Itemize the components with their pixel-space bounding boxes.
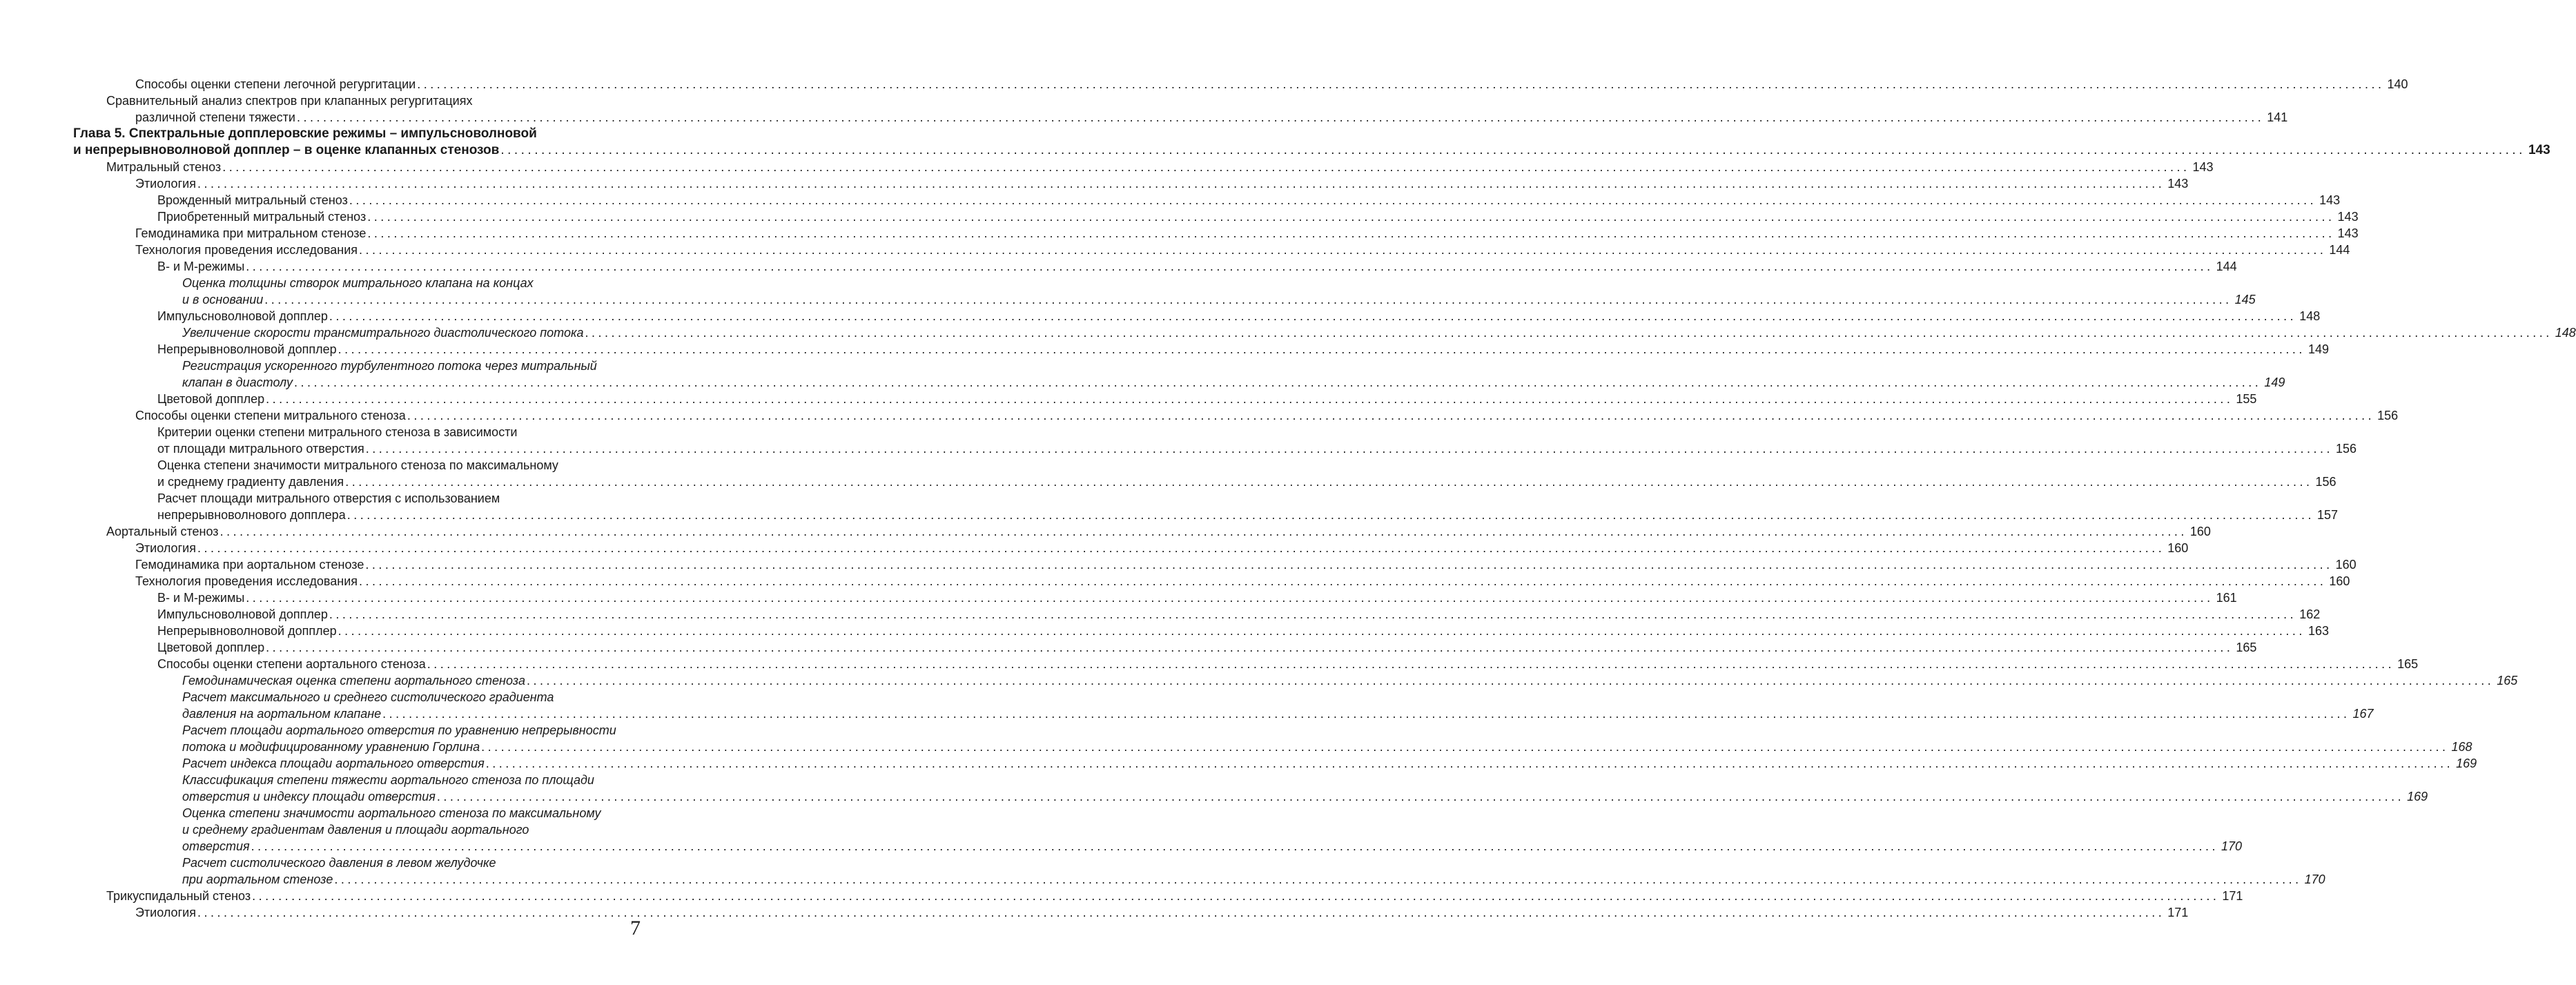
toc-entry [73, 656, 2419, 672]
toc-entry [73, 523, 2211, 540]
dot-leader: ............................................................................................................................................................................................................................................................................................................ [345, 475, 2313, 489]
dot-leader: ............................................................................................................................................................................................................................................................................................................ [500, 143, 2526, 157]
toc-page-number: 143 [2319, 193, 2341, 207]
toc-entry-text: Увеличение скорости трансмитрального диастолического потока [182, 326, 584, 340]
toc-entry [73, 606, 2321, 623]
toc-entry-line [73, 871, 2325, 888]
toc-entry [73, 722, 2472, 755]
toc-entry-text: Врожденный митральный стеноз [157, 193, 348, 207]
dot-leader: ............................................................................................................................................................................................................................................................................................................ [365, 558, 2333, 572]
toc-entry-text: Расчет площади митрального отверстия с использованием [157, 491, 500, 505]
toc-entry-line [73, 142, 2550, 159]
toc-page-number: 168 [2451, 740, 2472, 754]
toc-page-number: 143 [2337, 210, 2359, 224]
dot-leader: ............................................................................................................................................................................................................................................................................................................ [417, 77, 2385, 91]
toc-entry-text: Способы оценки степени аортального стеноза [157, 657, 426, 671]
toc-entry-line [73, 92, 641, 109]
dot-leader: ............................................................................................................................................................................................................................................................................................................ [382, 707, 2350, 721]
dot-leader: ............................................................................................................................................................................................................................................................................................................ [436, 790, 2405, 803]
toc-entry-text: Приобретенный митральный стеноз [157, 210, 367, 224]
toc-entry-line [73, 672, 2518, 689]
toc-entry-line [73, 175, 2189, 192]
toc-page-number: 171 [2167, 906, 2189, 919]
toc-entry-line [73, 855, 641, 871]
toc-entry [73, 755, 2477, 772]
toc-entry-line [73, 556, 2357, 573]
page-number: 7 [630, 917, 641, 939]
dot-leader: ............................................................................................................................................................................................................................................................................................................ [367, 226, 2335, 240]
toc-entry-line [73, 391, 2257, 407]
toc-page-number: 161 [2216, 591, 2237, 605]
toc-entry [73, 772, 2428, 805]
toc-entry [73, 76, 2408, 92]
toc-entry-line [73, 275, 641, 291]
toc-entry-line [73, 126, 641, 142]
toc-entry-text: отверстия [182, 839, 250, 853]
toc-entry-line [73, 689, 641, 705]
toc-entry-text: Глава 5. Спектральные допплеровские режимы – импульсноволновой [73, 126, 537, 141]
toc-page-number: 162 [2299, 607, 2321, 621]
toc-entry-line [73, 507, 2339, 523]
dot-leader: ............................................................................................................................................................................................................................................................................................................ [359, 574, 2327, 588]
toc-entry-line [73, 440, 2357, 457]
toc-page-number: 170 [2304, 872, 2325, 886]
toc-entry-line [73, 888, 2243, 904]
dot-leader: ............................................................................................................................................................................................................................................................................................................ [266, 392, 2234, 406]
toc-entry-line [73, 639, 2257, 656]
toc-entry-text: различной степени тяжести [135, 110, 295, 124]
toc-page-number: 165 [2236, 641, 2257, 654]
toc-entry-line [73, 821, 641, 838]
toc-entry-text: Аортальный стеноз [106, 525, 219, 538]
dot-leader: ............................................................................................................................................................................................................................................................................................................ [585, 326, 2553, 340]
dot-leader: ............................................................................................................................................................................................................................................................................................................ [485, 757, 2454, 770]
toc-entry-text: Сравнительный анализ спектров при клапанных регургитациях [106, 94, 473, 108]
dot-leader: ............................................................................................................................................................................................................................................................................................................ [338, 624, 2305, 638]
toc-entry-text: непрерывноволнового допплера [157, 508, 346, 522]
toc-entry-text: Технология проведения исследования [135, 574, 358, 588]
toc-entry-text: Трикуспидальный стеноз [106, 889, 251, 903]
toc-page-number: 149 [2307, 342, 2329, 356]
toc-entry-text: Этиология [135, 906, 196, 919]
toc-entry [73, 805, 2242, 855]
toc-entry-text: Непрерывноволновой допплер [157, 342, 337, 356]
toc-entry-text: от площади митрального отверстия [157, 442, 364, 456]
toc-entry-text: Оценка толщины створок митрального клапана на концах [182, 276, 534, 290]
dot-leader: ............................................................................................................................................................................................................................................................................................................ [365, 442, 2333, 456]
toc-page-number: 143 [2167, 177, 2189, 191]
toc-entry [73, 324, 2576, 341]
toc-entry [73, 92, 641, 109]
dot-leader: ............................................................................................................................................................................................................................................................................................................ [347, 508, 2315, 522]
toc-entry-text: давления на аортальном клапане [182, 707, 382, 721]
toc-entry-text: и среднему градиентам давления и площади аортального [182, 823, 529, 837]
dot-leader: ............................................................................................................................................................................................................................................................................................................ [246, 591, 2214, 605]
toc-page-number: 170 [2221, 839, 2242, 853]
toc-page-number: 156 [2377, 409, 2399, 422]
toc-entry [73, 391, 2257, 407]
toc-entry [73, 109, 2288, 126]
toc-page-number: 143 [2337, 226, 2359, 240]
dot-leader: ............................................................................................................................................................................................................................................................................................................ [407, 409, 2375, 422]
toc-page-number: 169 [2456, 757, 2477, 770]
toc-entry [73, 407, 2399, 424]
toc-entry [73, 258, 2237, 275]
dot-leader: ............................................................................................................................................................................................................................................................................................................ [246, 260, 2214, 273]
toc-entry-line [73, 358, 641, 374]
toc-entry-line [73, 159, 2214, 175]
toc-entry-text: Цветовой допплер [157, 392, 265, 406]
table-of-contents [73, 76, 2576, 921]
toc-entry-line [73, 755, 2477, 772]
toc-entry-line [73, 739, 2472, 755]
toc-entry-text: Этиология [135, 177, 196, 191]
toc-entry-line [73, 772, 641, 788]
dot-leader: ............................................................................................................................................................................................................................................................................................................ [294, 376, 2262, 389]
dot-leader: ............................................................................................................................................................................................................................................................................................................ [481, 740, 2449, 754]
toc-entry-line [73, 540, 2189, 556]
dot-leader: ............................................................................................................................................................................................................................................................................................................ [222, 160, 2190, 174]
toc-page-number: 169 [2407, 790, 2428, 803]
dot-leader: ............................................................................................................................................................................................................................................................................................................ [427, 657, 2395, 671]
toc-page-number: 148 [2299, 309, 2321, 323]
dot-leader: ............................................................................................................................................................................................................................................................................................................ [197, 906, 2165, 919]
toc-entry-text: В- и М-режимы [157, 260, 245, 273]
toc-entry-line [73, 242, 2350, 258]
toc-entry-text: Этиология [135, 541, 196, 555]
toc-entry-line [73, 291, 2256, 308]
toc-entry-line [73, 722, 641, 739]
toc-entry-line [73, 192, 2341, 208]
toc-entry-line [73, 788, 2428, 805]
dot-leader: ............................................................................................................................................................................................................................................................................................................ [264, 293, 2232, 306]
toc-entry-line [73, 308, 2321, 324]
toc-entry-text: Расчет максимального и среднего систолического градиента [182, 690, 554, 704]
toc-entry-text: клапан в диастолу [182, 376, 293, 389]
toc-entry-line [73, 589, 2237, 606]
dot-leader: ............................................................................................................................................................................................................................................................................................................ [219, 525, 2187, 538]
toc-page-number: 140 [2387, 77, 2408, 91]
toc-entry-text: Непрерывноволновой допплер [157, 624, 337, 638]
toc-entry-text: Классификация степени тяжести аортального стеноза по площади [182, 773, 594, 787]
toc-entry [73, 308, 2321, 324]
toc-entry-text: Гемодинамика при аортальном стенозе [135, 558, 364, 572]
toc-page-number: 165 [2497, 674, 2518, 687]
toc-entry-text: потока и модифицированному уравнению Горлина [182, 740, 480, 754]
toc-entry [73, 556, 2357, 573]
toc-page-number: 165 [2397, 657, 2419, 671]
toc-entry-text: Расчет систолического давления в левом желудочке [182, 856, 496, 870]
toc-entry-line [73, 705, 2374, 722]
toc-entry-text: Способы оценки степени митрального стеноза [135, 409, 406, 422]
toc-entry [73, 540, 2189, 556]
toc-entry-text: Цветовой допплер [157, 641, 265, 654]
toc-entry-text: Регистрация ускоренного турбулентного потока через митральный [182, 359, 597, 373]
toc-entry-text: В- и М-режимы [157, 591, 245, 605]
toc-entry-line [73, 424, 641, 440]
toc-entry-line [73, 523, 2211, 540]
dot-leader: ............................................................................................................................................................................................................................................................................................................ [338, 342, 2305, 356]
toc-entry [73, 424, 2357, 457]
toc-entry-text: Гемодинамика при митральном стенозе [135, 226, 367, 240]
toc-entry-line [73, 474, 2336, 490]
dot-leader: ............................................................................................................................................................................................................................................................................................................ [329, 607, 2297, 621]
toc-entry [73, 126, 2550, 159]
toc-entry-line [73, 573, 2350, 589]
toc-entry-line [73, 490, 641, 507]
toc-entry-text: и в основании [182, 293, 264, 306]
toc-entry [73, 689, 2374, 722]
dot-leader: ............................................................................................................................................................................................................................................................................................................ [296, 110, 2265, 124]
toc-page-number: 160 [2189, 525, 2211, 538]
toc-entry-line [73, 904, 2189, 921]
toc-entry-text: Расчет площади аортального отверстия по уравнению непрерывности [182, 723, 616, 737]
toc-entry-line [73, 76, 2408, 92]
toc-entry [73, 175, 2189, 192]
toc-entry [73, 855, 2325, 888]
toc-entry [73, 904, 2189, 921]
toc-entry [73, 208, 2359, 225]
toc-entry-line [73, 606, 2321, 623]
toc-page-number: 167 [2352, 707, 2374, 721]
dot-leader: ............................................................................................................................................................................................................................................................................................................ [329, 309, 2297, 323]
toc-entry-text: Импульсноволновой допплер [157, 607, 328, 621]
toc-entry-line [73, 457, 641, 474]
toc-entry-line [73, 225, 2359, 242]
dot-leader: ............................................................................................................................................................................................................................................................................................................ [359, 243, 2327, 257]
toc-entry-line [73, 838, 2242, 855]
toc-page-number: 155 [2236, 392, 2257, 406]
toc-entry [73, 573, 2350, 589]
dot-leader: ............................................................................................................................................................................................................................................................................................................ [349, 193, 2317, 207]
toc-entry-line [73, 407, 2399, 424]
toc-page-number: 143 [2192, 160, 2214, 174]
toc-page-number: 160 [2167, 541, 2189, 555]
toc-entry-line [73, 258, 2237, 275]
toc-page-number: 156 [2315, 475, 2336, 489]
toc-page-number: 141 [2267, 110, 2288, 124]
toc-entry-line [73, 805, 641, 821]
toc-page-number: 144 [2216, 260, 2237, 273]
toc-entry [73, 242, 2350, 258]
toc-entry [73, 623, 2329, 639]
dot-leader: ............................................................................................................................................................................................................................................................................................................ [334, 872, 2302, 886]
toc-page-number: 160 [2335, 558, 2357, 572]
toc-entry-text: Импульсноволновой допплер [157, 309, 328, 323]
toc-page-number: 145 [2234, 293, 2256, 306]
toc-entry [73, 672, 2518, 689]
dot-leader: ............................................................................................................................................................................................................................................................................................................ [367, 210, 2335, 224]
toc-page-number: 149 [2264, 376, 2285, 389]
toc-entry-text: Технология проведения исследования [135, 243, 358, 257]
toc-entry-text: Расчет индекса площади аортального отверстия [182, 757, 485, 770]
toc-entry-text: Способы оценки степени легочной регургитации [135, 77, 416, 91]
toc-entry [73, 888, 2243, 904]
toc-entry-text: Митральный стеноз [106, 160, 222, 174]
toc-entry [73, 192, 2341, 208]
toc-page-number: 148 [2555, 326, 2576, 340]
toc-entry-text: и среднему градиенту давления [157, 475, 344, 489]
toc-entry-text: Оценка степени значимости аортального стеноза по максимальному [182, 806, 601, 820]
toc-page-number: 144 [2329, 243, 2350, 257]
toc-entry-line [73, 324, 2576, 341]
toc-entry [73, 358, 2285, 391]
dot-leader: ............................................................................................................................................................................................................................................................................................................ [197, 177, 2165, 191]
dot-leader: ............................................................................................................................................................................................................................................................................................................ [252, 889, 2220, 903]
toc-entry-text: и непрерывноволновой допплер – в оценке клапанных стенозов [73, 143, 500, 157]
toc-page-number: 160 [2329, 574, 2350, 588]
toc-entry-text: Критерии оценки степени митрального стеноза в зависимости [157, 425, 518, 439]
toc-entry-text: Оценка степени значимости митрального стеноза по максимальному [157, 458, 558, 472]
toc-entry-line [73, 623, 2329, 639]
toc-entry-line [73, 208, 2359, 225]
dot-leader: ............................................................................................................................................................................................................................................................................................................ [526, 674, 2495, 687]
dot-leader: ............................................................................................................................................................................................................................................................................................................ [197, 541, 2165, 555]
toc-entry-text: Гемодинамическая оценка степени аортального стеноза [182, 674, 525, 687]
toc-entry-text: отверстия и индексу площади отверстия [182, 790, 436, 803]
toc-entry [73, 341, 2329, 358]
dot-leader: ............................................................................................................................................................................................................................................................................................................ [251, 839, 2218, 853]
toc-entry-line [73, 109, 2288, 126]
toc-entry [73, 639, 2257, 656]
dot-leader: ............................................................................................................................................................................................................................................................................................................ [266, 641, 2234, 654]
toc-entry [73, 589, 2237, 606]
toc-entry-text: при аортальном стенозе [182, 872, 333, 886]
toc-page-number: 143 [2528, 143, 2550, 157]
toc-page-number: 171 [2222, 889, 2243, 903]
toc-entry [73, 159, 2214, 175]
toc-entry-line [73, 374, 2285, 391]
toc-entry [73, 457, 2336, 490]
toc-page-number: 156 [2336, 442, 2357, 456]
toc-entry [73, 225, 2359, 242]
toc-entry [73, 490, 2339, 523]
toc-entry-line [73, 341, 2329, 358]
toc-page-number: 163 [2307, 624, 2329, 638]
toc-entry-line [73, 656, 2419, 672]
toc-entry [73, 275, 2256, 308]
toc-page-number: 157 [2317, 508, 2339, 522]
